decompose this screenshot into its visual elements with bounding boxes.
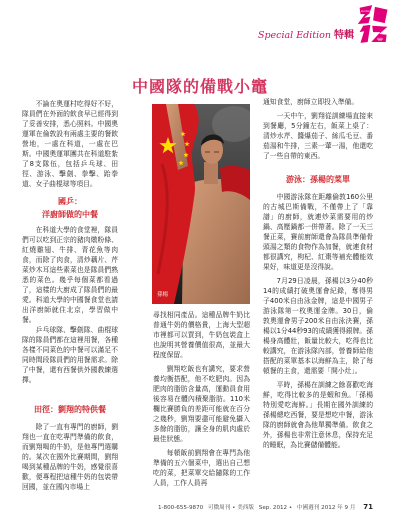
page-number: 71: [363, 503, 373, 511]
swimmer-with-flag-photo-icon: [152, 104, 250, 304]
body-paragraph: 尋找相同產品。這種品牌牛奶比普通牛奶的價格貴，上海大型超市裡都可以買到，牛奶包裝盒上也說明其營養價值很高，並最大程度保留。: [153, 311, 250, 359]
intro-paragraph: 不論在奧運村吃得好不好，隊員們在外面的飲食早已經得到了妥善安排，悉心照料。中國奧運軍在倫敦設有兩處主要的餐飲營地，一處在科道，一處在巴斯。中國奧運軍團共在科道駐紮了8支隊伍，包括乒乓球、田徑、游泳、擊劍、拳擊、跆拳道、女子曲棍球等項目。: [22, 100, 118, 188]
left-column: [22, 99, 118, 492]
body-paragraph: 一天中午，劉翔從訓練場直接來到餐廳，5分鐘左右，飯菜上桌了：清炒水芹、醬爆茄子、絲瓜毛豆、番茄湯和牛排，三素一葷一湯，他還吃了一些自帶的東西。: [263, 112, 373, 160]
special-edition-header: [258, 3, 392, 45]
edition-label-zh: 特輯: [334, 30, 354, 41]
body-paragraph: 平時，孫楊在訓練之餘喜歡吃海鮮，吃得比較多的是蝦和魚。「孫楊特別愛吃海鮮。」長期在國外訓練的孫楊總吃西餐，要是想吃中餐，游泳隊的廚師就會為他單獨準備。飲食之外，孫楊也非常注意休息，保持充足的睡眠，為比賽儲備體能。: [263, 381, 373, 449]
body-paragraph: 7月29日凌晨，孫楊以3分40秒14的成績打破奧運會紀錄，奪得男子400米自由泳金牌，這是中國男子游泳隊第一枚奧運金牌。30日，倫敦奧運會男子200米自由泳決賽，孫楊以1分44秒93的成績獲得銀牌。孫楊身高體壯，飯量比較大，吃得也比較講究，在游泳隊內部，營養師給他搭配的菜單基本以海鮮為主，除了每頓餐的主食，還需要「開小灶」。: [263, 277, 373, 375]
right-column: [263, 97, 373, 450]
body-paragraph: 乒乓球隊、擊劍隊、曲棍球隊的隊員們都在這裡用餐，各種各樣不同菜色的中餐可以滿足不同時間段隊員們的用餐需求。除了中餐，還有西餐供外國教練選擇。: [22, 326, 118, 384]
footer-date-en: Sep. 2012 •: [258, 505, 293, 511]
body-paragraph: 劉翔吃飯也有講究，要求營養均衡搭配，他不吃肥肉。因為肥肉的脂肪含量高，運動員食用後容易在體內積聚脂肪。110米欄比賽勝負的差距可能就在百分之幾秒，劉翔要盡可能避免攝入多餘的脂肪，讓全身的肌肉處於最佳狀態。: [153, 365, 250, 443]
body-paragraph: 通知食堂，廚師立即投入準備。: [263, 98, 359, 106]
body-paragraph: 中國游泳隊在距離倫敦160公里的古城巴斯備戰，不僅帶上了「靠譜」的廚師，就連炒菜需要用的炒鍋、高壓鍋都一併帶著。除了一天三餐正菜，賽前廚師還會為隊員準備骨頭湯之類的食物作為加餐，就連食材都很講究，枸杞、紅棗等補充體能效果好，味道更是沒得說。: [263, 193, 373, 271]
london-2012-logo-icon: [356, 3, 392, 45]
edition-label-en: Special Edition: [257, 30, 331, 41]
body-paragraph: 除了一直有專門的廚師，劉翔也一直在吃專門準備的飲食，而劉翔喝的牛奶，是他專門選購的。某次在國外比賽期間，劉翔喝到某種品牌的牛奶，感覺很喜歡，便專程把這種牛奶的包裝帶回國，並在國內市場上: [22, 423, 118, 491]
footer-phone: 1-800-655-9870: [157, 505, 204, 511]
section-label-table-tennis: 國乒：: [58, 197, 82, 206]
footer-publication: 可微周刊 • 美西版: [207, 505, 254, 511]
logo-wordmark: london: [360, 9, 371, 13]
section-heading-table-tennis: 洋廚師做的中餐: [42, 210, 98, 219]
section-heading-swimming: 游泳：孫楊的菜單: [286, 175, 350, 184]
page-footer: [155, 503, 373, 513]
body-paragraph: 在科道大學的食堂裡，隊員們可以吃到正宗的豬肉燉粉條、紅燒雞翅、牛排、青花魚等肉食，而除了肉食，清炒藕片、芹菜炒木耳這些素菜也是隊員們熟悉的菜色。幾乎每個菜都看過了，這樣的大廚成了隊員們的最愛。科道大學的中國餐食堂也請出洋廚師就住北京，學習做中餐。: [22, 226, 118, 324]
photo-caption: 孫楊: [157, 292, 169, 298]
body-paragraph: 每頓飯前劉翔會在專門為他準備的五六個菜中，選出自己想吃的菜，把菜單交給隨隊的工作人員，工作人員再: [153, 449, 250, 487]
article-photo: [152, 104, 250, 304]
section-heading-athletics: 田徑：劉翔的特供餐: [34, 405, 106, 414]
footer-date-zh: 中國週刊 2012 年 9 月: [296, 505, 356, 511]
middle-column: [153, 310, 250, 488]
article-title: 中國隊的備戰小竈: [131, 77, 268, 96]
